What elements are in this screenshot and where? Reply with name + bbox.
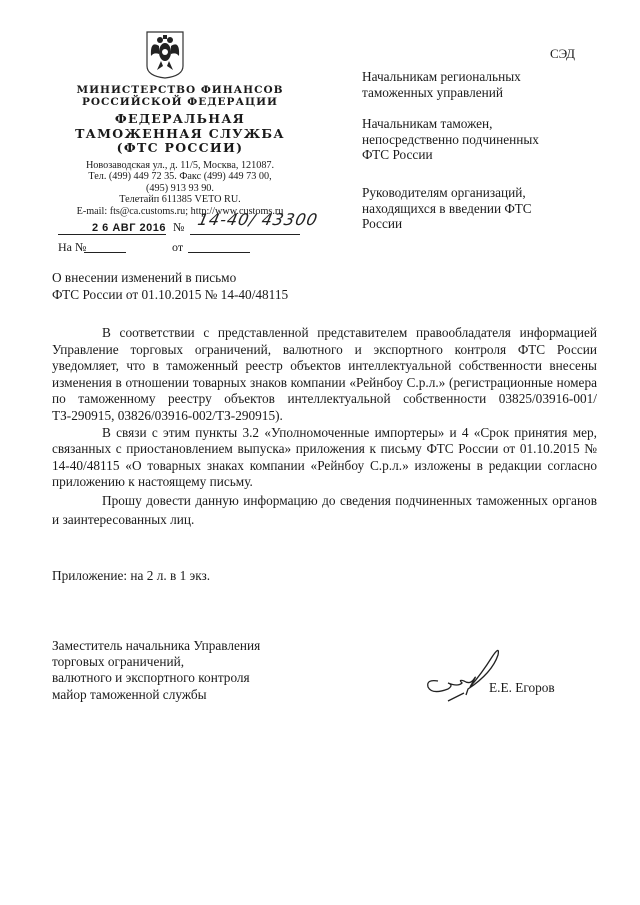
- registration-date: 2 6 АВГ 2016: [58, 222, 166, 235]
- ministry-name: [62, 84, 298, 108]
- reply-to-underline: [84, 252, 126, 253]
- from-underline: [188, 252, 250, 253]
- addressee-line: ФТС России: [362, 147, 433, 162]
- letter-subject: [52, 269, 288, 303]
- phone-line: (495) 913 93 90.: [146, 182, 214, 194]
- addressee-line: находящихся в введении ФТС: [362, 200, 532, 216]
- service-line: ФЕДЕРАЛЬНАЯ: [114, 111, 246, 126]
- addressee-line: Начальникам региональных: [362, 69, 521, 84]
- addressee-block: [362, 69, 612, 100]
- subject-line: ФТС России от 01.10.2015 № 14-40/48115: [52, 287, 289, 302]
- signer-name: Е.Е. Егоров: [489, 680, 555, 695]
- addressee-block: [362, 116, 612, 163]
- addressee-line: России: [362, 216, 403, 231]
- ministry-line: РОССИЙСКОЙ ФЕДЕРАЦИИ: [82, 96, 278, 108]
- body-paragraph: Прошу довести данную информацию до сведения подчиненных таможенных органов и заинтересованных лиц.: [52, 492, 597, 527]
- email-line: E-mail: fts@ca.customs.ru; http://www.customs.ru: [76, 205, 284, 217]
- sed-mark: СЭД: [550, 46, 576, 61]
- service-name: [62, 112, 298, 156]
- ministry-line: МИНИСТЕРСТВО ФИНАНСОВ: [76, 84, 284, 96]
- coat-of-arms-icon: [144, 30, 186, 80]
- number-label: №: [173, 220, 185, 234]
- body-paragraph: В соответствии с представленной представителем правообладателя информацией Управление торговых ограничений, валютного и экспортного контроля ФТС России уведомляет, что в таможенный реестр объектов интеллектуальной собственности внесены изменения в отношении товарных знаков компании «Рейнбоу С.р.л.» (регистрационные номера по таможенному реестру объектов интеллектуальной собственности 03825/03916-001/ТЗ-290915, 03826/03916-002/ТЗ-290915).: [52, 325, 597, 423]
- position-line: Заместитель начальника Управления: [52, 638, 261, 653]
- attachment-note: Приложение: на 2 л. в 1 экз.: [52, 568, 211, 583]
- service-line: ТАМОЖЕННАЯ СЛУЖБА: [75, 125, 285, 141]
- phone-line: Тел. (499) 449 72 35. Факс (499) 449 73 00,: [88, 171, 272, 183]
- addressee-block: [362, 185, 612, 232]
- service-line: (ФТС РОССИИ): [116, 140, 244, 155]
- teletype-line: Телетайп 611385 VETO RU.: [119, 194, 241, 206]
- from-label: от: [172, 240, 184, 254]
- addressee-line: Начальникам таможен,: [362, 116, 493, 131]
- reply-to-label: На №: [58, 240, 87, 254]
- signer-position: [52, 638, 260, 703]
- letter-body: [52, 325, 597, 529]
- position-line: торговых ограничений,: [52, 654, 185, 670]
- addressee-line: непосредственно подчиненных: [362, 131, 539, 147]
- addressee-line: Руководителям организаций,: [362, 185, 526, 200]
- body-paragraph: В связи с этим пункты 3.2 «Уполномоченные импортеры» и 4 «Срок принятия мер, связанных с приостановлением выпуска» приложения к письму ФТС России от 01.10.2015 № 14-40/48115 «О товарных знаках компании «Рейнбоу С.р.л.» изложены в редакции согласно приложению к настоящему письму.: [52, 424, 597, 490]
- subject-line: О внесении изменений в письмо: [52, 270, 237, 285]
- position-line: валютного и экспортного контроля: [52, 670, 250, 686]
- registration-number: 14-40/ 43300: [195, 210, 320, 229]
- contact-block: [52, 160, 308, 217]
- position-line: майор таможенной службы: [52, 686, 207, 702]
- addressee-line: таможенных управлений: [362, 84, 503, 100]
- address-line: Новозаводская ул., д. 11/5, Москва, 121087.: [85, 160, 275, 171]
- handwritten-signature-icon: [418, 643, 518, 713]
